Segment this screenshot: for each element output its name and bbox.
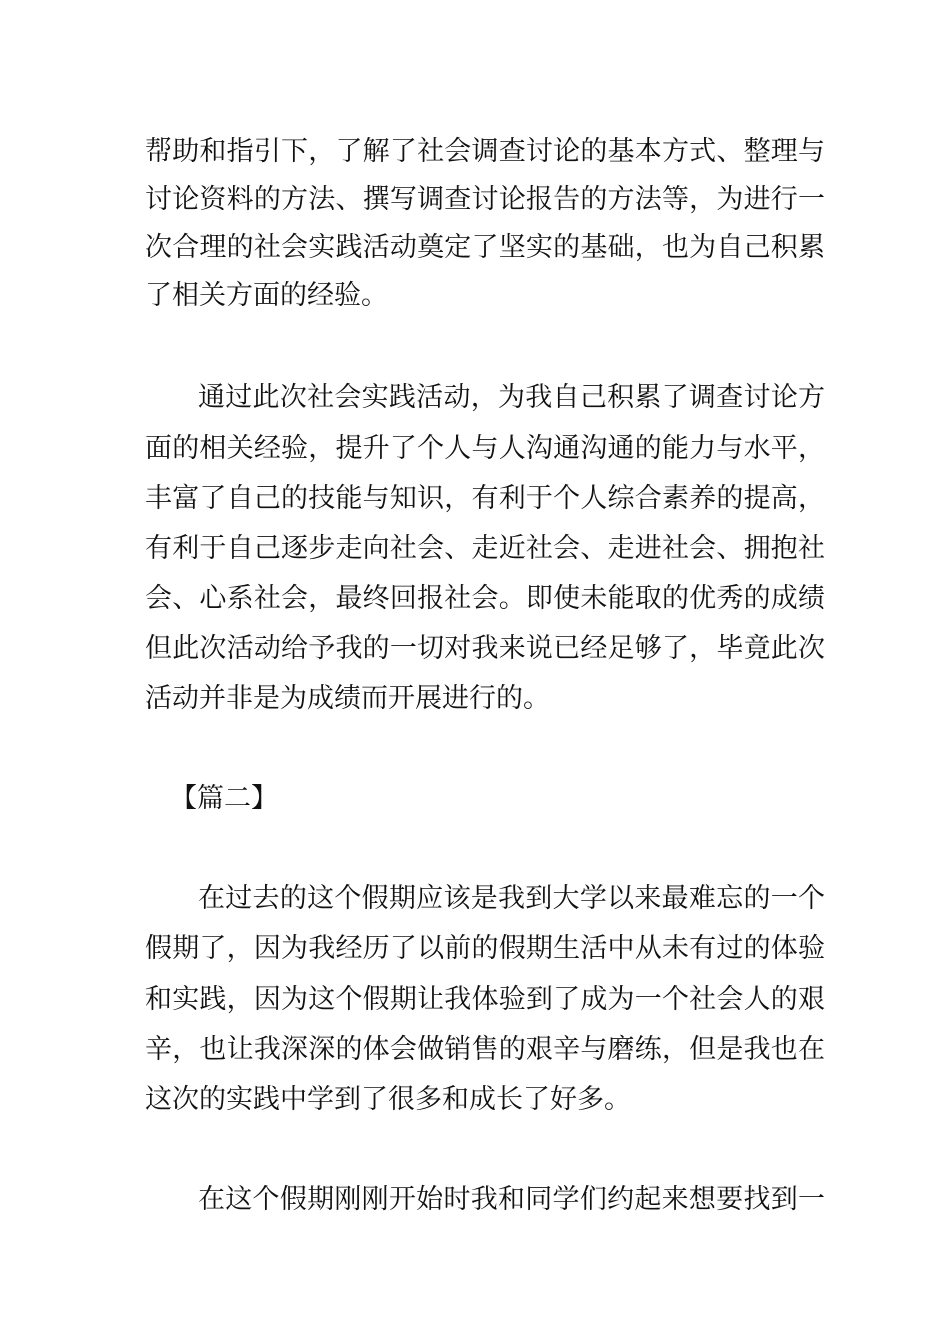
paragraph-1-line-4: 了相关方面的经验。 xyxy=(145,280,388,311)
paragraph-4-line-1: 在这个假期刚刚开始时我和同学们约起来想要找到一 xyxy=(198,1184,825,1215)
paragraph-3-line-1: 在过去的这个假期应该是我到大学以来最难忘的一个 xyxy=(198,883,825,914)
paragraph-2-line-5: 会、心系社会，最终回报社会。即使未能取的优秀的成绩 xyxy=(145,583,825,614)
paragraph-1-line-2: 讨论资料的方法、撰写调查讨论报告的方法等，为进行一 xyxy=(145,184,825,215)
paragraph-2-line-7: 活动并非是为成绩而开展进行的。 xyxy=(145,683,550,714)
paragraph-3-line-2: 假期了，因为我经历了以前的假期生活中从未有过的体验 xyxy=(145,933,825,964)
paragraph-3-line-4: 辛，也让我深深的体会做销售的艰辛与磨练，但是我也在 xyxy=(145,1034,825,1065)
section-heading: 【篇二】 xyxy=(170,783,278,814)
paragraph-2-line-6: 但此次活动给予我的一切对我来说已经足够了，毕竟此次 xyxy=(145,633,825,664)
paragraph-3-line-5: 这次的实践中学到了很多和成长了好多。 xyxy=(145,1084,631,1115)
paragraph-2-line-2: 面的相关经验，提升了个人与人沟通沟通的能力与水平， xyxy=(145,433,825,464)
paragraph-3-line-3: 和实践，因为这个假期让我体验到了成为一个社会人的艰 xyxy=(145,984,825,1015)
paragraph-1-line-1: 帮助和指引下，了解了社会调查讨论的基本方式、整理与 xyxy=(145,136,825,167)
paragraph-1-line-3: 次合理的社会实践活动奠定了坚实的基础，也为自己积累 xyxy=(145,232,825,263)
paragraph-2-line-4: 有利于自己逐步走向社会、走近社会、走进社会、拥抱社 xyxy=(145,533,825,564)
paragraph-2-line-1: 通过此次社会实践活动，为我自己积累了调查讨论方 xyxy=(198,382,825,413)
paragraph-2-line-3: 丰富了自己的技能与知识，有利于个人综合素养的提高， xyxy=(145,483,825,514)
